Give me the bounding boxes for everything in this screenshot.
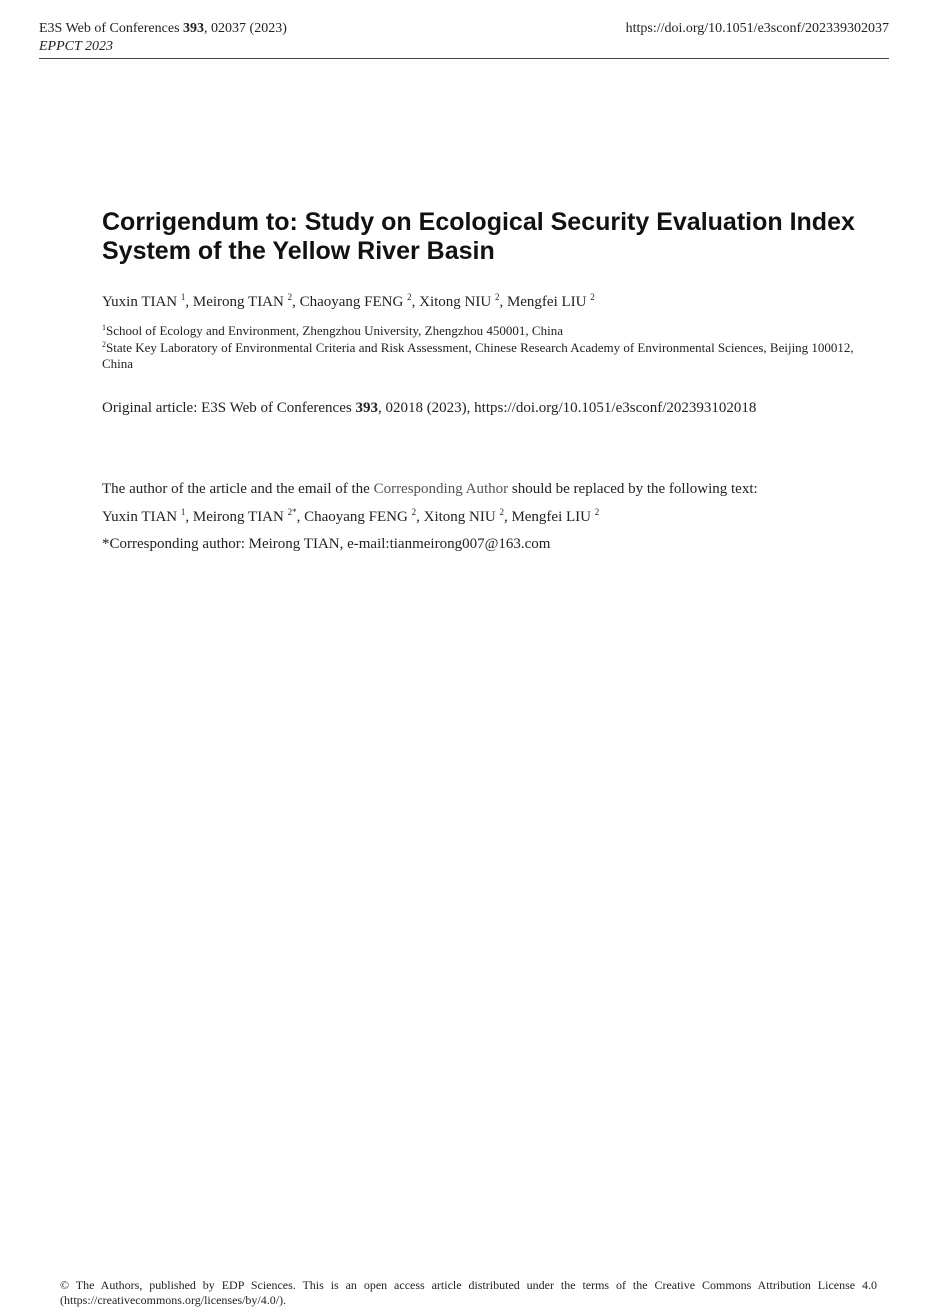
journal-name: E3S Web of Conferences — [39, 21, 184, 36]
license-footer: © The Authors, published by EDP Sciences. This is an open access article distributed under the terms of the Creative Commons Attribution License 4.0 (https://creativecommons.org/licenses/by/4.0/). — [60, 1278, 877, 1307]
corrected-author-3: Chaoyang FENG $^2$ — [304, 507, 417, 525]
author-3: Chaoyang FENG $^2$ — [299, 292, 412, 310]
paper-title: Corrigendum to: Study on Ecological Security Evaluation Index System of the Yellow River Basin — [102, 208, 855, 265]
author-5: Mengfei LIU $^2$ — [506, 292, 595, 310]
affiliations — [102, 323, 877, 373]
article-number: , 02037 (2023) — [204, 21, 287, 36]
corrected-author-1: Yuxin TIAN $^1$ — [102, 507, 186, 525]
author-1: Yuxin TIAN $^1$ — [102, 292, 186, 310]
corrected-author-list: Yuxin TIAN $^1$, Meirong TIAN $^{2*}$, Chaoyang FENG $^2$, Xitong NIU $^2$, Mengfei LIU $^2$ — [102, 507, 600, 525]
corrected-author-5: Mengfei LIU $^2$ — [511, 507, 600, 525]
journal-volume: 393 — [183, 21, 205, 36]
author-list: Yuxin TIAN $^1$, Meirong TIAN $^2$, Chaoyang FENG $^2$, Xitong NIU $^2$, Mengfei LIU $^2$ — [102, 292, 595, 310]
conference-name: EPPCT 2023 — [39, 39, 114, 54]
author-2: Meirong TIAN $^2$ — [192, 292, 293, 310]
corrected-author-4: Xitong NIU $^2$ — [423, 507, 504, 525]
author-4: Xitong NIU $^2$ — [419, 292, 500, 310]
corresponding-author: *Corresponding author: Meirong TIAN, e-mail:tianmeirong007@163.com — [102, 536, 551, 552]
replacement-notice: The author of the article and the email of the Corresponding Author should be replaced by the following text: — [102, 481, 758, 497]
journal-citation — [39, 20, 287, 38]
affiliation-1: $^1$School of Ecology and Environment, Zhengzhou University, Zhengzhou 450001, China — [102, 323, 563, 338]
affiliation-2: $^2$State Key Laboratory of Environmental Criteria and Risk Assessment, Chinese Research Academy of Environmental Sciences, Beijing 100012, China — [102, 339, 854, 371]
header-doi-link[interactable]: https://doi.org/10.1051/e3sconf/202339302037 — [625, 21, 889, 36]
corrected-author-2: Meirong TIAN $^{2*}$ — [192, 507, 297, 525]
running-header — [39, 20, 889, 59]
original-article-reference: Original article: E3S Web of Conferences 393, 02018 (2023), https://doi.org/10.1051/e3sconf/202393102018 — [102, 400, 757, 416]
